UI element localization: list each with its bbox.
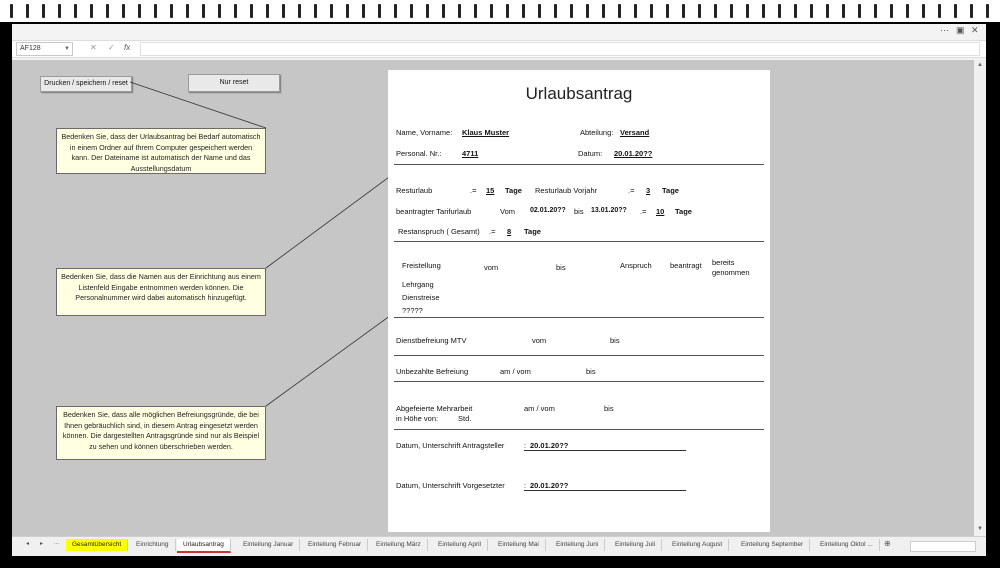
days-unit: Tage bbox=[675, 207, 692, 216]
function-icon[interactable]: fx bbox=[124, 43, 131, 52]
previous-year-label: Resturlaub Vorjahr bbox=[535, 186, 598, 195]
binding-ring bbox=[362, 4, 365, 18]
colon: : bbox=[524, 441, 527, 450]
service-exemption-label: Dienstbefreiung MTV bbox=[396, 336, 467, 345]
binding-ring bbox=[410, 4, 413, 18]
other-reason-label[interactable]: ????? bbox=[402, 306, 423, 315]
binding-ring bbox=[922, 4, 925, 18]
overtime-label: Abgefeierte Mehrarbeit bbox=[396, 404, 473, 413]
divider bbox=[394, 355, 764, 356]
training-label: Lehrgang bbox=[402, 280, 434, 289]
binding-ring bbox=[874, 4, 877, 18]
binding-ring bbox=[826, 4, 829, 18]
binding-ring bbox=[490, 4, 493, 18]
tab-einteilung-maerz[interactable]: Einteilung März bbox=[370, 539, 428, 551]
days-unit: Tage bbox=[524, 227, 541, 236]
unpaid-leave-label: Unbezahlte Befreiung bbox=[396, 367, 469, 376]
binding-ring bbox=[986, 4, 989, 18]
equals-sign: .= bbox=[628, 186, 635, 195]
binding-ring bbox=[810, 4, 813, 18]
more-options-icon[interactable]: ⋯ bbox=[940, 25, 949, 35]
tab-einteilung-juni[interactable]: Einteilung Juni bbox=[550, 539, 605, 551]
amount-label: in Höhe von: bbox=[396, 414, 439, 423]
binding-ring bbox=[554, 4, 557, 18]
binding-ring bbox=[906, 4, 909, 18]
overtime-from: am / vom bbox=[524, 404, 555, 413]
tab-einteilung-februar[interactable]: Einteilung Februar bbox=[302, 539, 368, 551]
binding-ring bbox=[842, 4, 845, 18]
binding-ring bbox=[506, 4, 509, 18]
cancel-icon[interactable]: ✕ bbox=[90, 43, 97, 52]
column-entitlement: Anspruch bbox=[620, 261, 652, 270]
applicant-signature-label: Datum, Unterschrift Antragsteller bbox=[396, 441, 505, 450]
binding-ring bbox=[138, 4, 141, 18]
column-taken: genommen bbox=[712, 268, 750, 277]
binding-ring bbox=[474, 4, 477, 18]
more-sheets-icon[interactable]: ... bbox=[54, 540, 60, 546]
days-unit: Tage bbox=[505, 186, 522, 195]
divider bbox=[394, 241, 764, 242]
note-exemption-reasons: Bedenken Sie, dass alle möglichen Befreiungsgründe, die bei Ihnen gebräuchlich sind, in diesem Antrag eingesetzt werden können. Die dargestellten Antragsgründe sind nur als Beispiel zu sehen und können überschrieben werden. bbox=[56, 406, 266, 460]
binding-ring bbox=[234, 4, 237, 18]
note-name-list: Bedenken Sie, dass die Namen aus der Einrichtung aus einem Listenfeld Eingabe entnommen werden können. Die Personalnummer wird dabei automatisch hinzugefügt. bbox=[56, 268, 266, 316]
binding-ring bbox=[746, 4, 749, 18]
binding-ring bbox=[154, 4, 157, 18]
previous-sheet-icon[interactable]: ◂ bbox=[26, 541, 30, 547]
equals-sign: .= bbox=[489, 227, 496, 236]
tab-einteilung-oktober[interactable]: Einteilung Oktol ... bbox=[814, 539, 880, 551]
binding-ring bbox=[314, 4, 317, 18]
only-reset-button[interactable]: Nur reset bbox=[188, 74, 280, 92]
divider bbox=[394, 429, 764, 430]
binding-ring bbox=[618, 4, 621, 18]
vertical-scrollbar[interactable] bbox=[974, 60, 986, 536]
binding-ring bbox=[394, 4, 397, 18]
department-label: Abteilung: bbox=[580, 128, 614, 137]
from-label: Vom bbox=[500, 207, 516, 216]
binding-ring bbox=[282, 4, 285, 18]
horizontal-scrollbar[interactable] bbox=[910, 541, 976, 552]
next-sheet-icon[interactable]: ▸ bbox=[40, 541, 44, 547]
binding-ring bbox=[202, 4, 205, 18]
binding-ring bbox=[650, 4, 653, 18]
tab-urlaubsantrag[interactable]: Urlaubsantrag bbox=[177, 539, 231, 553]
binding-ring bbox=[778, 4, 781, 18]
binding-ring bbox=[218, 4, 221, 18]
supervisor-signature-label: Datum, Unterschrift Vorgesetzter bbox=[396, 481, 505, 490]
to-label: bis bbox=[574, 207, 584, 216]
spiral-binding bbox=[0, 0, 1000, 22]
restore-window-icon[interactable]: ▣ bbox=[956, 25, 965, 35]
spreadsheet-window bbox=[12, 24, 986, 556]
column-from: vom bbox=[484, 263, 499, 272]
formula-bar bbox=[12, 40, 986, 58]
column-to: bis bbox=[556, 263, 566, 272]
formula-input[interactable] bbox=[140, 42, 980, 56]
unpaid-leave-from: am / vom bbox=[500, 367, 531, 376]
binding-ring bbox=[538, 4, 541, 18]
scroll-up-icon[interactable]: ▲ bbox=[977, 62, 983, 68]
overtime-to: bis bbox=[604, 404, 614, 413]
add-sheet-icon[interactable]: ⊕ bbox=[884, 539, 891, 548]
worksheet-area bbox=[12, 60, 974, 536]
applicant-signature-date[interactable]: 20.01.20?? bbox=[530, 441, 569, 450]
binding-ring bbox=[602, 4, 605, 18]
binding-ring bbox=[570, 4, 573, 18]
tab-einrichtung[interactable]: Einrichtung bbox=[130, 539, 176, 551]
tab-einteilung-august[interactable]: Einteilung August bbox=[666, 539, 729, 551]
date-value[interactable]: 20.01.20?? bbox=[614, 149, 653, 158]
tab-einteilung-mai[interactable]: Einteilung Mai bbox=[492, 539, 546, 551]
binding-ring bbox=[426, 4, 429, 18]
close-window-icon[interactable]: ✕ bbox=[971, 25, 979, 35]
personal-number-value[interactable]: 4711 bbox=[462, 149, 479, 158]
binding-ring bbox=[458, 4, 461, 18]
tab-gesamtuebersicht[interactable]: Gesamtübersicht bbox=[66, 539, 128, 551]
service-exemption-to: bis bbox=[610, 336, 620, 345]
binding-ring bbox=[954, 4, 957, 18]
binding-ring bbox=[330, 4, 333, 18]
service-exemption-from: vom bbox=[532, 336, 547, 345]
binding-ring bbox=[586, 4, 589, 18]
hours-unit: Std. bbox=[458, 414, 472, 423]
binding-ring bbox=[10, 4, 13, 18]
name-box-value: AF128 bbox=[20, 45, 41, 52]
divider bbox=[394, 381, 764, 382]
binding-ring bbox=[250, 4, 253, 18]
binding-ring bbox=[106, 4, 109, 18]
business-trip-label: Dienstreise bbox=[402, 293, 440, 302]
binding-ring bbox=[890, 4, 893, 18]
remaining-leave-label: Resturlaub bbox=[396, 186, 433, 195]
form-title: Urlaubsantrag bbox=[525, 84, 633, 103]
binding-ring bbox=[666, 4, 669, 18]
note-autosave: Bedenken Sie, dass der Urlaubsantrag bei Bedarf automatisch in einem Ordner auf Ihrem Computer gespeichert werden kann. Der Dateiname ist automatisch der Name und das Ausstellungsdatum bbox=[56, 128, 266, 174]
release-label: Freistellung bbox=[402, 261, 441, 270]
binding-ring bbox=[378, 4, 381, 18]
binding-ring bbox=[346, 4, 349, 18]
name-value[interactable]: Klaus Muster bbox=[462, 128, 510, 137]
equals-sign: .= bbox=[470, 186, 477, 195]
binding-ring bbox=[58, 4, 61, 18]
binding-ring bbox=[698, 4, 701, 18]
binding-ring bbox=[26, 4, 29, 18]
divider bbox=[394, 164, 764, 165]
signature-line bbox=[524, 450, 686, 451]
requested-days-value[interactable]: 10 bbox=[656, 207, 665, 216]
column-requested: beantragt bbox=[670, 261, 702, 270]
binding-ring bbox=[634, 4, 637, 18]
total-entitlement-label: Restanspruch ( Gesamt) bbox=[398, 227, 480, 236]
column-already: bereits bbox=[712, 258, 735, 267]
scroll-down-icon[interactable]: ▼ bbox=[977, 526, 983, 532]
department-value[interactable]: Versand bbox=[620, 128, 650, 137]
to-date-value[interactable]: 13.01.20?? bbox=[591, 207, 627, 214]
binding-ring bbox=[442, 4, 445, 18]
binding-ring bbox=[794, 4, 797, 18]
binding-ring bbox=[522, 4, 525, 18]
confirm-icon[interactable]: ✓ bbox=[108, 43, 115, 52]
binding-ring bbox=[682, 4, 685, 18]
tab-einteilung-januar[interactable]: Einteilung Januar bbox=[237, 539, 300, 551]
supervisor-signature-date[interactable]: 20.01.20?? bbox=[530, 481, 569, 490]
window-title-bar bbox=[12, 24, 986, 38]
leave-request-form bbox=[388, 70, 770, 532]
binding-ring bbox=[122, 4, 125, 18]
tab-einteilung-juli[interactable]: Einteilung Juli bbox=[609, 539, 662, 551]
binding-ring bbox=[938, 4, 941, 18]
binding-ring bbox=[762, 4, 765, 18]
from-date-value[interactable]: 02.01.20?? bbox=[530, 207, 566, 214]
remaining-leave-value[interactable]: 15 bbox=[486, 186, 495, 195]
binding-ring bbox=[266, 4, 269, 18]
requested-leave-label: beantragter Tarifurlaub bbox=[396, 207, 472, 216]
binding-ring bbox=[186, 4, 189, 18]
total-entitlement-value[interactable]: 8 bbox=[507, 227, 512, 236]
name-label: Name, Vorname: bbox=[396, 128, 453, 137]
personal-number-label: Personal. Nr.: bbox=[396, 149, 442, 158]
divider bbox=[394, 317, 764, 318]
tab-einteilung-april[interactable]: Einteilung April bbox=[432, 539, 488, 551]
tab-einteilung-september[interactable]: Einteilung September bbox=[735, 539, 810, 551]
name-box[interactable] bbox=[16, 42, 73, 56]
equals-sign: .= bbox=[640, 207, 647, 216]
sheet-tab-bar bbox=[12, 536, 986, 556]
colon: : bbox=[524, 481, 527, 490]
binding-ring bbox=[170, 4, 173, 18]
date-label: Datum: bbox=[578, 149, 603, 158]
binding-ring bbox=[42, 4, 45, 18]
binding-ring bbox=[858, 4, 861, 18]
binding-ring bbox=[970, 4, 973, 18]
binding-ring bbox=[714, 4, 717, 18]
print-save-reset-button[interactable]: Drucken / speichern / reset bbox=[40, 76, 132, 92]
chevron-down-icon[interactable]: ▼ bbox=[64, 46, 70, 52]
previous-year-value[interactable]: 3 bbox=[646, 186, 651, 195]
binding-ring bbox=[90, 4, 93, 18]
binding-ring bbox=[298, 4, 301, 18]
binding-ring bbox=[730, 4, 733, 18]
signature-line bbox=[524, 490, 686, 491]
binding-ring bbox=[74, 4, 77, 18]
days-unit: Tage bbox=[662, 186, 679, 195]
unpaid-leave-to: bis bbox=[586, 367, 596, 376]
